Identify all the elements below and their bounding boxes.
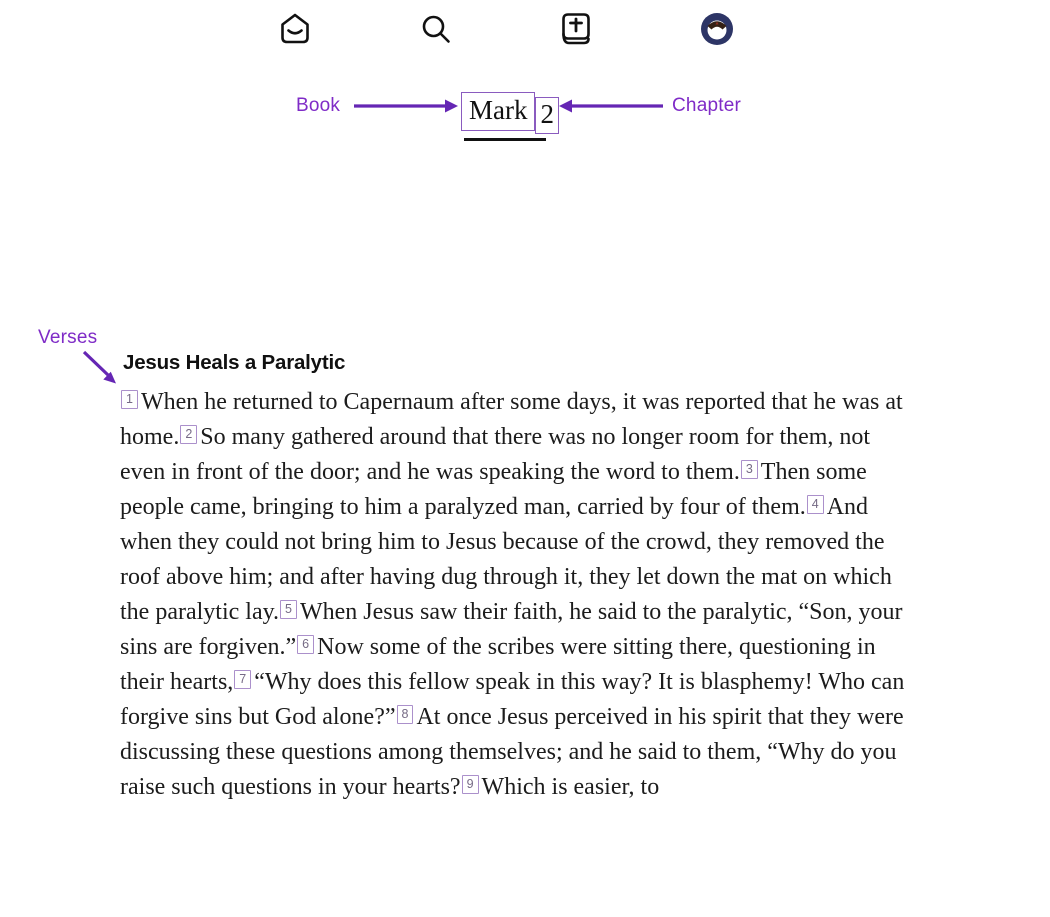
verse-number-badge: 6 xyxy=(297,635,314,654)
book-annotation-label: Book xyxy=(296,95,341,116)
chapter-arrow xyxy=(557,97,665,115)
reference-selector[interactable] xyxy=(461,92,559,134)
verse-number-badge: 9 xyxy=(462,775,479,794)
home-button[interactable] xyxy=(277,11,313,49)
verse-number-badge: 2 xyxy=(180,425,197,444)
profile-logo-icon xyxy=(700,34,734,49)
verse-number-badge: 7 xyxy=(234,670,251,689)
verse-text: When he returned to Capernaum after some days, it was reported that he was at home. xyxy=(120,389,903,450)
verses-annotation-label: Verses xyxy=(38,327,98,348)
verse-number-badge: 5 xyxy=(280,600,297,619)
profile-button[interactable] xyxy=(700,12,734,46)
verse-text: Now some of the scribes were sitting there, questioning in their hearts, xyxy=(120,634,876,695)
verse-text: “Why does this fellow speak in this way? It is blasphemy! Who can forgive sins but God alone?” xyxy=(120,669,905,730)
search-button[interactable] xyxy=(419,12,453,48)
verse-text: So many gathered around that there was no longer room for them, not even in front of the door; and he was speaking the word to them. xyxy=(120,424,871,485)
book-arrow xyxy=(352,97,460,115)
reference-underline xyxy=(464,138,546,141)
verse-container xyxy=(120,385,912,805)
book-value[interactable]: Mark xyxy=(461,92,535,131)
bible-cross-icon xyxy=(557,38,595,53)
passage-heading: Jesus Heals a Paralytic xyxy=(123,351,346,374)
verse-number-badge: 8 xyxy=(397,705,414,724)
verse-text: At once Jesus perceived in his spirit that they were discussing these questions among themselves; and he said to them, “Why do you raise such questions in your hearts? xyxy=(120,704,904,800)
verse-text: When Jesus saw their faith, he said to the paralytic, “Son, your sins are forgiven.” xyxy=(120,599,903,660)
verse-text: Then some people came, bringing to him a paralyzed man, carried by four of them. xyxy=(120,459,867,520)
chapter-annotation-label: Chapter xyxy=(672,95,741,116)
verse-number-badge: 4 xyxy=(807,495,824,514)
home-icon xyxy=(277,37,313,52)
bible-button[interactable] xyxy=(557,10,595,50)
top-navigation-bar xyxy=(0,0,1050,60)
verse-text: And when they could not bring him to Jesus because of the crowd, they removed the roof above him; and after having dug through it, they let down the mat on which the paralytic lay. xyxy=(120,494,892,625)
search-icon xyxy=(419,36,453,51)
verse-number-badge: 1 xyxy=(121,390,138,409)
chapter-value[interactable]: 2 xyxy=(535,97,559,134)
verse-text: Which is easier, to xyxy=(481,774,660,800)
verses-arrow xyxy=(80,350,122,388)
verse-number-badge: 3 xyxy=(741,460,758,479)
